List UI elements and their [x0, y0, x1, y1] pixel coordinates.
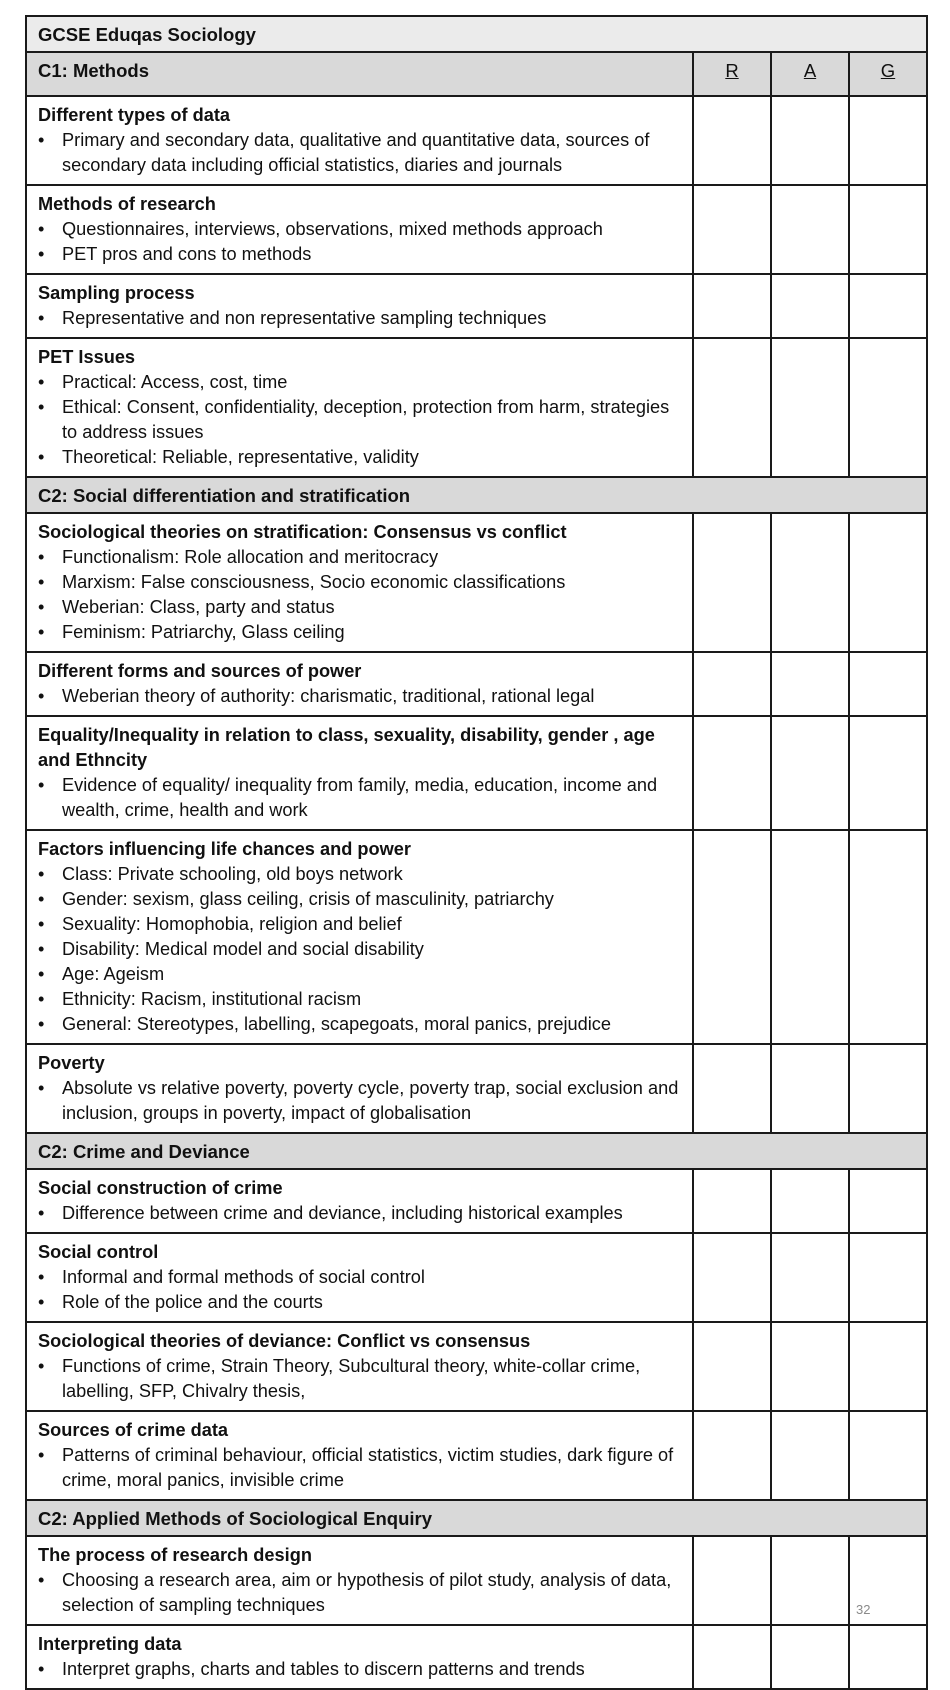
topic-row	[26, 1044, 927, 1133]
topic-row	[26, 513, 927, 652]
topic-title: Factors influencing life chances and power	[38, 839, 411, 859]
rag-green-checkbox[interactable]	[849, 274, 927, 338]
rag-red-checkbox[interactable]	[693, 96, 771, 185]
topic-title: Social construction of crime	[38, 1178, 283, 1198]
rag-red-checkbox[interactable]	[693, 513, 771, 652]
revision-checklist-table	[25, 15, 928, 1690]
topic-row	[26, 96, 927, 185]
topic-cell	[26, 338, 693, 477]
section-heading-cell	[26, 1133, 927, 1169]
rag-green-checkbox[interactable]	[849, 716, 927, 830]
rag-amber-checkbox[interactable]	[771, 1169, 849, 1233]
rag-amber-checkbox[interactable]	[771, 716, 849, 830]
topic-bullet-list	[38, 306, 682, 331]
rag-header-red: R	[693, 52, 771, 96]
topic-bullet: • Absolute vs relative poverty, poverty cycle, poverty trap, social exclusion and inclusion, groups in poverty, impact of globalisation	[38, 1076, 682, 1126]
topic-cell	[26, 716, 693, 830]
rag-amber-checkbox[interactable]	[771, 185, 849, 274]
topic-title: Social control	[38, 1242, 159, 1262]
rag-amber-checkbox[interactable]	[771, 513, 849, 652]
topic-title: Methods of research	[38, 194, 216, 214]
topic-row	[26, 1411, 927, 1500]
topic-row	[26, 652, 927, 716]
section-heading: C2: Applied Methods of Sociological Enquiry	[38, 1508, 433, 1529]
topic-title: Equality/Inequality in relation to class, sexuality, disability, gender , age and Ethncity	[38, 725, 655, 770]
rag-red-checkbox[interactable]	[693, 1169, 771, 1233]
topic-bullet-list	[38, 862, 682, 1037]
topic-row	[26, 716, 927, 830]
rag-green-checkbox[interactable]	[849, 1044, 927, 1133]
topic-row	[26, 1233, 927, 1322]
topic-bullet-list	[38, 545, 682, 645]
rag-amber-checkbox[interactable]	[771, 1411, 849, 1500]
rag-amber-checkbox[interactable]	[771, 1233, 849, 1322]
section-heading: C1: Methods	[38, 60, 149, 81]
topic-cell	[26, 1625, 693, 1689]
rag-green-checkbox[interactable]	[849, 1411, 927, 1500]
topic-bullet: • Practical: Access, cost, time	[38, 370, 682, 395]
topic-bullet-list	[38, 1657, 682, 1682]
rag-red-checkbox[interactable]	[693, 652, 771, 716]
topic-bullet: • Weberian theory of authority: charismatic, traditional, rational legal	[38, 684, 682, 709]
topic-bullet-list	[38, 128, 682, 178]
topic-row	[26, 1322, 927, 1411]
section-heading-cell	[26, 1500, 927, 1536]
section-header-row	[26, 52, 927, 96]
topic-bullet: • Ethnicity: Racism, institutional racism	[38, 987, 682, 1012]
rag-green-checkbox[interactable]	[849, 1233, 927, 1322]
rag-amber-checkbox[interactable]	[771, 274, 849, 338]
topic-cell	[26, 652, 693, 716]
topic-bullet: • General: Stereotypes, labelling, scapegoats, moral panics, prejudice	[38, 1012, 682, 1037]
rag-amber-checkbox[interactable]	[771, 1044, 849, 1133]
topic-title: Sociological theories of deviance: Conflict vs consensus	[38, 1331, 531, 1351]
topic-bullet-list	[38, 684, 682, 709]
topic-bullet: • Informal and formal methods of social control	[38, 1265, 682, 1290]
topic-cell	[26, 513, 693, 652]
topic-cell	[26, 830, 693, 1044]
section-heading-cell	[26, 52, 693, 96]
topic-cell	[26, 96, 693, 185]
topic-title: The process of research design	[38, 1545, 312, 1565]
rag-green-checkbox[interactable]	[849, 96, 927, 185]
topic-bullet: • Weberian: Class, party and status	[38, 595, 682, 620]
topic-title: Sociological theories on stratification: Consensus vs conflict	[38, 522, 567, 542]
topic-cell	[26, 1322, 693, 1411]
topic-bullet: • Functionalism: Role allocation and meritocracy	[38, 545, 682, 570]
topic-bullet-list	[38, 1568, 682, 1618]
topic-bullet: • Evidence of equality/ inequality from family, media, education, income and wealth, crime, health and work	[38, 773, 682, 823]
rag-amber-checkbox[interactable]	[771, 1322, 849, 1411]
topic-bullet: • Functions of crime, Strain Theory, Subcultural theory, white-collar crime, labelling, SFP, Chivalry thesis,	[38, 1354, 682, 1404]
topic-cell	[26, 185, 693, 274]
rag-amber-checkbox[interactable]	[771, 1536, 849, 1625]
topic-bullet-list	[38, 1201, 682, 1226]
topic-title: PET Issues	[38, 347, 136, 367]
document-title-cell	[26, 16, 927, 52]
section-header-row	[26, 477, 927, 513]
topic-title: Different types of data	[38, 105, 231, 125]
page-number: 32	[856, 1602, 871, 1617]
rag-red-checkbox[interactable]	[693, 185, 771, 274]
topic-bullet-list	[38, 1076, 682, 1126]
rag-green-checkbox[interactable]	[849, 185, 927, 274]
rag-green-checkbox[interactable]	[849, 1169, 927, 1233]
rag-red-checkbox[interactable]	[693, 1625, 771, 1689]
topic-bullet: • Marxism: False consciousness, Socio economic classifications	[38, 570, 682, 595]
topic-row	[26, 1625, 927, 1689]
topic-bullet: • Disability: Medical model and social disability	[38, 937, 682, 962]
topic-title: Poverty	[38, 1053, 105, 1073]
topic-cell	[26, 1536, 693, 1625]
rag-header-green: G	[849, 52, 927, 96]
section-heading: C2: Crime and Deviance	[38, 1141, 250, 1162]
topic-cell	[26, 274, 693, 338]
rag-red-checkbox[interactable]	[693, 1536, 771, 1625]
rag-red-checkbox[interactable]	[693, 1044, 771, 1133]
topic-bullet: • Sexuality: Homophobia, religion and belief	[38, 912, 682, 937]
topic-bullet: • Patterns of criminal behaviour, official statistics, victim studies, dark figure of crime, moral panics, invisible crime	[38, 1443, 682, 1493]
topic-bullet: • PET pros and cons to methods	[38, 242, 682, 267]
topic-cell	[26, 1044, 693, 1133]
section-header-row	[26, 1500, 927, 1536]
topic-row	[26, 1536, 927, 1625]
topic-bullet: • Representative and non representative sampling techniques	[38, 306, 682, 331]
topic-cell	[26, 1411, 693, 1500]
topic-bullet-list	[38, 1443, 682, 1493]
rag-green-checkbox[interactable]	[849, 513, 927, 652]
rag-green-checkbox[interactable]	[849, 1625, 927, 1689]
topic-bullet: • Interpret graphs, charts and tables to discern patterns and trends	[38, 1657, 682, 1682]
topic-bullet: • Difference between crime and deviance, including historical examples	[38, 1201, 682, 1226]
topic-row	[26, 338, 927, 477]
topic-row	[26, 274, 927, 338]
rag-red-checkbox[interactable]	[693, 1411, 771, 1500]
topic-bullet: • Primary and secondary data, qualitative and quantitative data, sources of secondary data including official statistics, diaries and journals	[38, 128, 682, 178]
topic-title: Sampling process	[38, 283, 195, 303]
topic-bullet-list	[38, 1265, 682, 1315]
rag-amber-checkbox[interactable]	[771, 652, 849, 716]
topic-row	[26, 185, 927, 274]
topic-bullet: • Role of the police and the courts	[38, 1290, 682, 1315]
document-title: GCSE Eduqas Sociology	[38, 24, 256, 45]
topic-bullet-list	[38, 773, 682, 823]
topic-bullet-list	[38, 217, 682, 267]
checklist-body	[26, 16, 927, 1689]
topic-cell	[26, 1169, 693, 1233]
section-heading: C2: Social differentiation and stratification	[38, 485, 411, 506]
rag-green-checkbox[interactable]	[849, 1322, 927, 1411]
rag-green-checkbox[interactable]	[849, 338, 927, 477]
topic-bullet: • Age: Ageism	[38, 962, 682, 987]
topic-title: Different forms and sources of power	[38, 661, 362, 681]
topic-bullet: • Gender: sexism, glass ceiling, crisis of masculinity, patriarchy	[38, 887, 682, 912]
rag-red-checkbox[interactable]	[693, 1322, 771, 1411]
topic-bullet-list	[38, 1354, 682, 1404]
rag-green-checkbox[interactable]	[849, 830, 927, 1044]
rag-amber-checkbox[interactable]	[771, 96, 849, 185]
document-title-row	[26, 16, 927, 52]
topic-bullet: • Class: Private schooling, old boys network	[38, 862, 682, 887]
topic-bullet: • Ethical: Consent, confidentiality, deception, protection from harm, strategies to address issues	[38, 395, 682, 445]
rag-red-checkbox[interactable]	[693, 716, 771, 830]
topic-title: Sources of crime data	[38, 1420, 229, 1440]
topic-bullet: • Questionnaires, interviews, observations, mixed methods approach	[38, 217, 682, 242]
topic-cell	[26, 1233, 693, 1322]
rag-amber-checkbox[interactable]	[771, 830, 849, 1044]
rag-header-amber: A	[771, 52, 849, 96]
rag-green-checkbox[interactable]	[849, 652, 927, 716]
rag-amber-checkbox[interactable]	[771, 1625, 849, 1689]
rag-red-checkbox[interactable]	[693, 274, 771, 338]
topic-bullet: • Choosing a research area, aim or hypothesis of pilot study, analysis of data, selection of sampling techniques	[38, 1568, 682, 1618]
topic-row	[26, 1169, 927, 1233]
topic-title: Interpreting data	[38, 1634, 182, 1654]
rag-red-checkbox[interactable]	[693, 1233, 771, 1322]
section-header-row	[26, 1133, 927, 1169]
topic-bullet: • Theoretical: Reliable, representative, validity	[38, 445, 682, 470]
rag-amber-checkbox[interactable]	[771, 338, 849, 477]
topic-row	[26, 830, 927, 1044]
rag-red-checkbox[interactable]	[693, 338, 771, 477]
topic-bullet: • Feminism: Patriarchy, Glass ceiling	[38, 620, 682, 645]
topic-bullet-list	[38, 370, 682, 470]
rag-red-checkbox[interactable]	[693, 830, 771, 1044]
section-heading-cell	[26, 477, 927, 513]
